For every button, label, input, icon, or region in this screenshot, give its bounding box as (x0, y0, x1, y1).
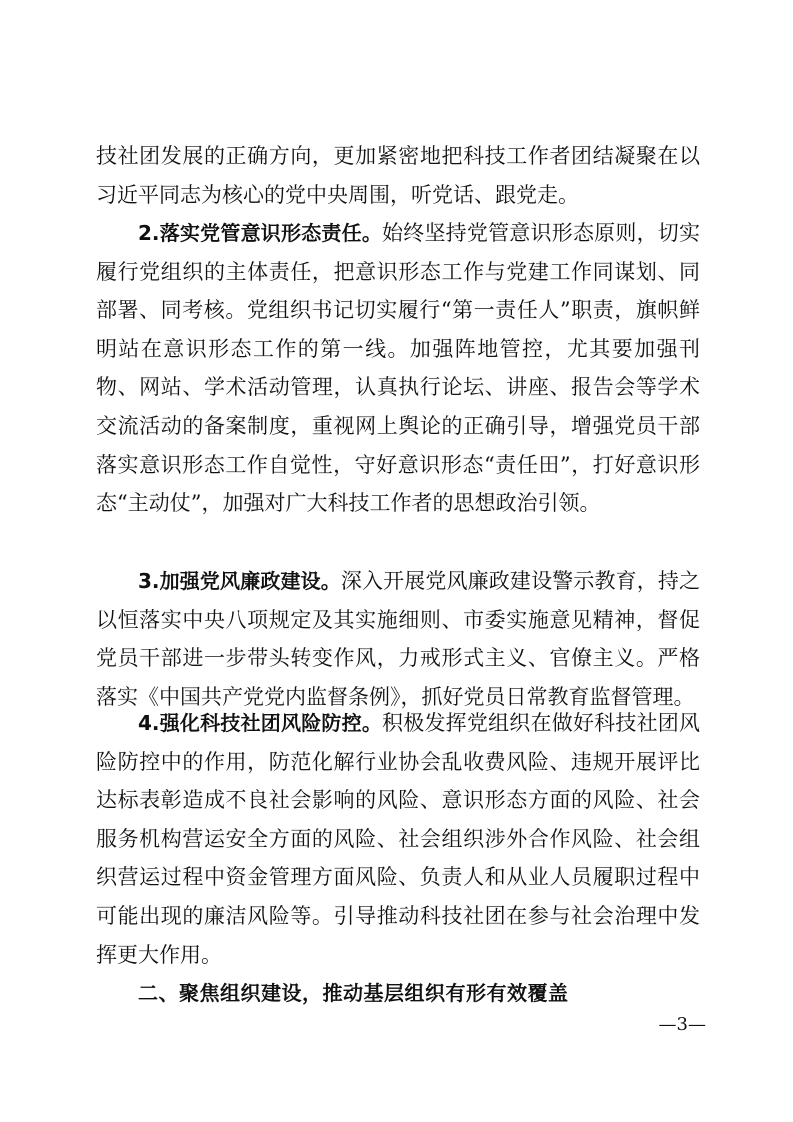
item-3-body: 深入开展党风廉政建设警示教育，持之以恒落实中央八项规定及其实施细则、市委实施意见精神，督促党员干部进一步带头转变作风，力戒形式主义、官僚主义。严格落实《中国共产党党内监督条例》，抓好党员日常教育监督管理。 (96, 569, 701, 709)
intro-continuation-paragraph (96, 137, 700, 214)
item-4-heading: 4.强化科技社团风险防控。 (138, 711, 383, 735)
page-number: —3— (658, 1014, 706, 1035)
item-2-heading: 2.落实党管意识形态责任。 (138, 221, 383, 245)
intro-continuation-text: 技社团发展的正确方向，更加紧密地把科技工作者团结凝聚在以习近平同志为核心的党中央周围，听党话、跟党走。 (96, 144, 700, 207)
item-2-paragraph (96, 214, 700, 523)
item-3-paragraph (96, 562, 700, 716)
section-heading: 二、聚焦组织建设，推动基层组织有形有效覆盖 (138, 981, 569, 1005)
item-4-paragraph (96, 704, 700, 974)
item-2-body: 始终坚持党管意识形态原则，切实履行党组织的主体责任，把意识形态工作与党建工作同谋划、同部署、同考核。党组织书记切实履行“第一责任人”职责，旗帜鲜明站在意识形态工作的第一线。加强阵地管控，尤其要加强刊物、网站、学术活动管理，认真执行论坛、讲座、报告会等学术交流活动的备案制度，重视网上舆论的正确引导，增强党员干部落实意识形态工作自觉性，守好意识形态“责任田”，打好意识形态“主动仗”，加强对广大科技工作者的思想政治引领。 (96, 221, 700, 516)
item-4-body: 积极发挥党组织在做好科技社团风险防控中的作用，防范化解行业协会乱收费风险、违规开展评比达标表彰造成不良社会影响的风险、意识形态方面的风险、社会服务机构营运安全方面的风险、社会组织涉外合作风险、社会组织营运过程中资金管理方面风险、负责人和从业人员履职过程中可能出现的廉洁风险等。引导推动科技社团在参与社会治理中发挥更大作用。 (96, 711, 700, 967)
item-3-heading: 3.加强党风廉政建设。 (138, 569, 341, 593)
